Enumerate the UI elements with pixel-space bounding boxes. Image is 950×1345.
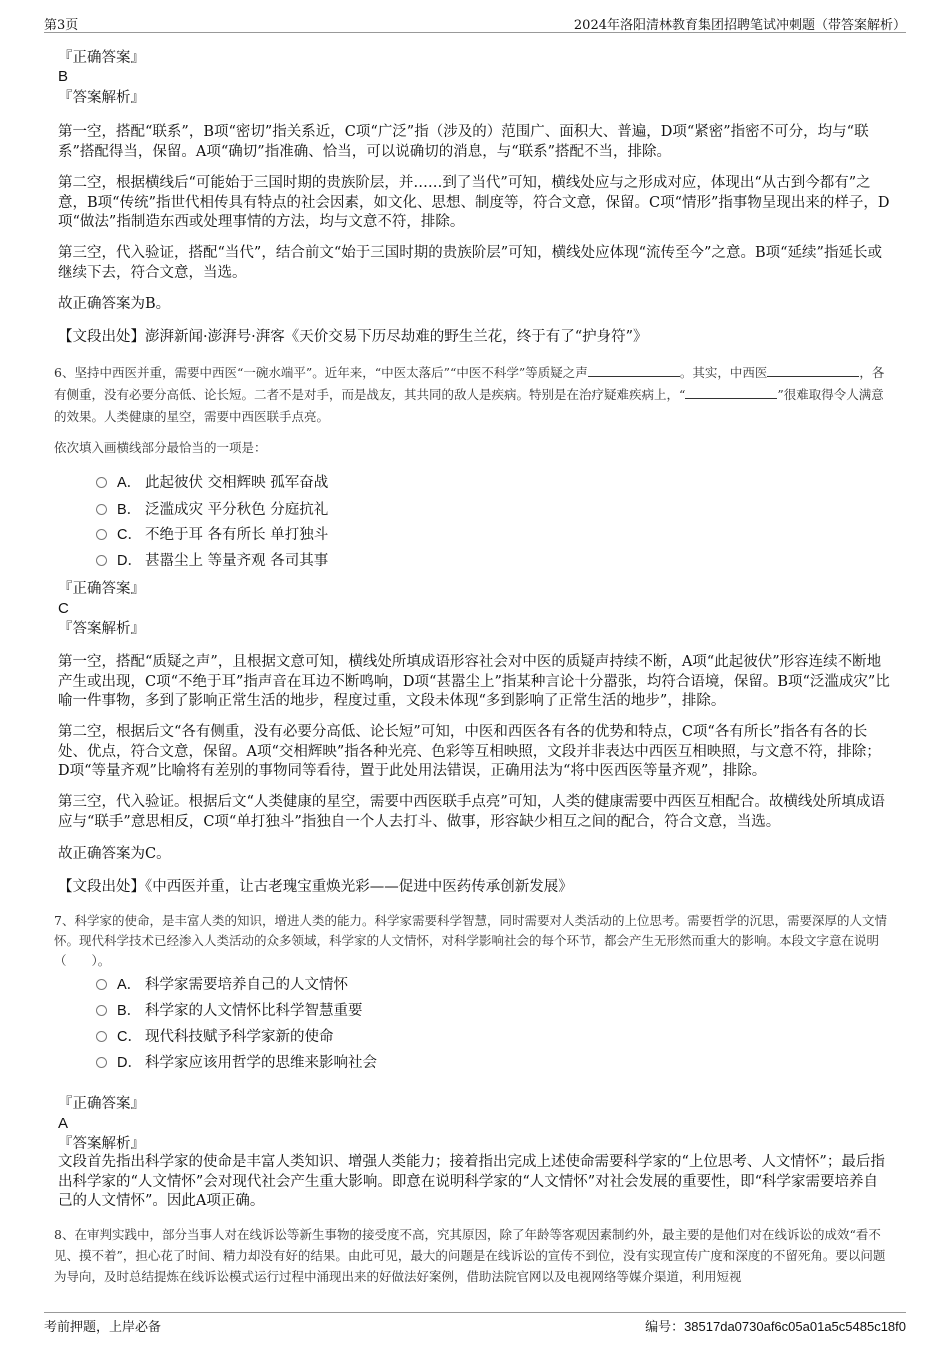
- q6-source: 【文段出处】《中西医并重，让古老瑰宝重焕光彩——促进中医药传承创新发展》: [58, 879, 573, 895]
- q7-option-b[interactable]: B． 科学家的人文情怀比科学智慧重要: [96, 1001, 363, 1021]
- q7-answer: A: [58, 1115, 69, 1132]
- footer-slogan: 考前押题，上岸必备: [44, 1320, 162, 1335]
- document-code: 编号：38517da0730af6c05a01a5c5485c18f0: [645, 1319, 906, 1334]
- q7-option-a[interactable]: A． 科学家需要培养自己的人文情怀: [96, 975, 348, 995]
- radio-icon[interactable]: [96, 1057, 107, 1068]
- q6-stem: 6、坚持中西医并重，需要中西医“一碗水端平”。近年来，“中医太落后”“中医不科学”等质疑之声 。其实，中西医 ，各有侧重，没有必要分高低、论长短。二者不是对手，而是战友，其共同的敌人是疾病。特别是在治疗疑难疾病上，“ ”很难取得令人满意的效果。人类健康的星空，需要中西医联手点亮。: [54, 365, 885, 424]
- q7-option-d[interactable]: D． 科学家应该用哲学的思维来影响社会: [96, 1053, 377, 1073]
- q5-conclusion: 故正确答案为B。: [58, 296, 171, 312]
- q6-analysis-label: 『答案解析』: [58, 621, 145, 637]
- radio-icon[interactable]: [96, 979, 107, 990]
- page-header: [44, 12, 906, 33]
- q6-blank-3[interactable]: [685, 386, 777, 399]
- q6-answer: C: [58, 600, 69, 617]
- q5-analysis-p2: 第二空，根据横线后“可能始于三国时期的贵族阶层，并……到了当代”可知，横线处应与之形成对应，体现出“从古到今都有”之意，B项“传统”指世代相传具有特点的社会因素，如文化、思想、制度等，符合文意，保留。C项“情形”指事物呈现出来的样子，D项“做法”指制造东西或处理事情的方法，均与文意不符，排除。: [58, 175, 890, 230]
- q6-option-c[interactable]: C． 不绝于耳 各有所长 单打独斗: [96, 525, 328, 545]
- radio-icon[interactable]: [96, 529, 107, 540]
- radio-icon[interactable]: [96, 555, 107, 566]
- q6-analysis-p3: 第三空，代入验证。根据后文“人类健康的星空，需要中西医联手点亮”可知，人类的健康需要中西医互相配合。故横线处所填成语应与“联手”意思相反，C项“单打独斗”指独自一个人去打斗、做事，形容缺少相互之间的配合，符合文意，当选。: [58, 794, 885, 830]
- q6-analysis-p2: 第二空，根据后文“各有侧重，没有必要分高低、论长短”可知，中医和西医各有各的优势和特点，C项“各有所长”指各有各的长处、优点，符合文意，保留。A项“交相辉映”指各种光亮、色彩等互相映照，文段并非表达中西医互相映照，与文意不符，排除；D项“等量齐观”比喻将有差别的事物同等看待，置于此处用法错误，正确用法为“将中医西医等量齐观”，排除。: [58, 724, 881, 779]
- radio-icon[interactable]: [96, 1005, 107, 1016]
- q5-answer: B: [58, 68, 69, 85]
- q7-correct-answer-label: 『正确答案』: [58, 1096, 145, 1112]
- radio-icon[interactable]: [96, 1031, 107, 1042]
- q6-option-d[interactable]: D． 甚嚣尘上 等量齐观 各司其事: [96, 551, 328, 571]
- q5-source: 【文段出处】澎湃新闻·澎湃号·湃客《天价交易下历尽劫难的野生兰花，终于有了“护身符”》: [58, 329, 648, 345]
- radio-icon[interactable]: [96, 504, 107, 515]
- q6-conclusion: 故正确答案为C。: [58, 846, 171, 862]
- document-title: 2024年洛阳清林教育集团招聘笔试冲刺题（带答案解析）: [573, 18, 906, 33]
- q6-correct-answer-label: 『正确答案』: [58, 581, 145, 597]
- q7-analysis-label: 『答案解析』: [58, 1136, 145, 1152]
- q6-blank-1[interactable]: [588, 364, 680, 377]
- q7-stem: 7、科学家的使命，是丰富人类的知识，增进人类的能力。科学家需要科学智慧，同时需要对人类活动的上位思考。需要哲学的沉思，需要深厚的人文情怀。现代科学技术已经渗入人类活动的众多领域，科学家的人文情怀，对科学影响社会的每个环节，都会产生无形然而重大的影响。本段文字意在说明（ ）。: [54, 913, 887, 968]
- radio-icon[interactable]: [96, 477, 107, 488]
- q6-prompt: 依次填入画横线部分最恰当的一项是：: [54, 440, 267, 455]
- q6-option-b[interactable]: B． 泛滥成灾 平分秋色 分庭抗礼: [96, 500, 328, 520]
- q7-option-c[interactable]: C． 现代科技赋予科学家新的使命: [96, 1027, 334, 1047]
- q6-analysis-p1: 第一空，搭配“质疑之声”，且根据文意可知，横线处所填成语形容社会对中医的质疑声持续不断，A项“此起彼伏”形容连续不断地产生或出现，C项“不绝于耳”指声音在耳边不断鸣响，D项“甚嚣尘上”指某种言论十分嚣张，均符合语境，保留。B项“泛滥成灾”比喻一件事物，多到了影响正常生活的地步，程度过重，文段未体现“多到影响了正常生活的地步”，排除。: [58, 654, 890, 709]
- q5-analysis-p1: 第一空，搭配“联系”，B项“密切”指关系近，C项“广泛”指（涉及的）范围广、面积大、普遍，D项“紧密”指密不可分，均与“联系”搭配得当，保留。A项“确切”指准确、恰当，可以说确切的消息，与“联系”搭配不当，排除。: [58, 124, 869, 160]
- q8-stem: 8、在审判实践中，部分当事人对在线诉讼等新生事物的接受度不高，究其原因，除了年龄等客观因素制约外，最主要的是他们对在线诉讼的成效“看不见、摸不着”，担心花了时间、精力却没有好的结果。由此可见，最大的问题是在线诉讼的宣传不到位，没有实现宣传广度和深度的不留死角。要以问题为导向，及时总结提炼在线诉讼模式运行过程中涌现出来的好做法好案例，借助法院官网以及电视网络等媒介渠道，利用短视: [54, 1227, 886, 1284]
- q5-correct-answer-label: 『正确答案』: [58, 50, 145, 66]
- q6-blank-2[interactable]: [767, 364, 859, 377]
- q5-analysis-p3: 第三空，代入验证，搭配“当代”，结合前文“始于三国时期的贵族阶层”可知，横线处应体现“流传至今”之意。B项“延续”指延长或继续下去，符合文意，当选。: [58, 245, 882, 281]
- page-number: 第3页: [44, 18, 79, 33]
- q5-analysis-label: 『答案解析』: [58, 90, 145, 106]
- page-footer: [44, 1312, 906, 1335]
- q6-option-a[interactable]: A． 此起彼伏 交相辉映 孤军奋战: [96, 473, 328, 493]
- q7-analysis-p1: 文段首先指出科学家的使命是丰富人类知识、增强人类能力；接着指出完成上述使命需要科学家的“上位思考、人文情怀”；最后指出科学家的“人文情怀”会对现代社会产生重大影响。即意在说明科学家的“人文情怀”对社会发展的重要性，即“科学家需要培养自己的人文情怀”。因此A项正确。: [58, 1154, 885, 1209]
